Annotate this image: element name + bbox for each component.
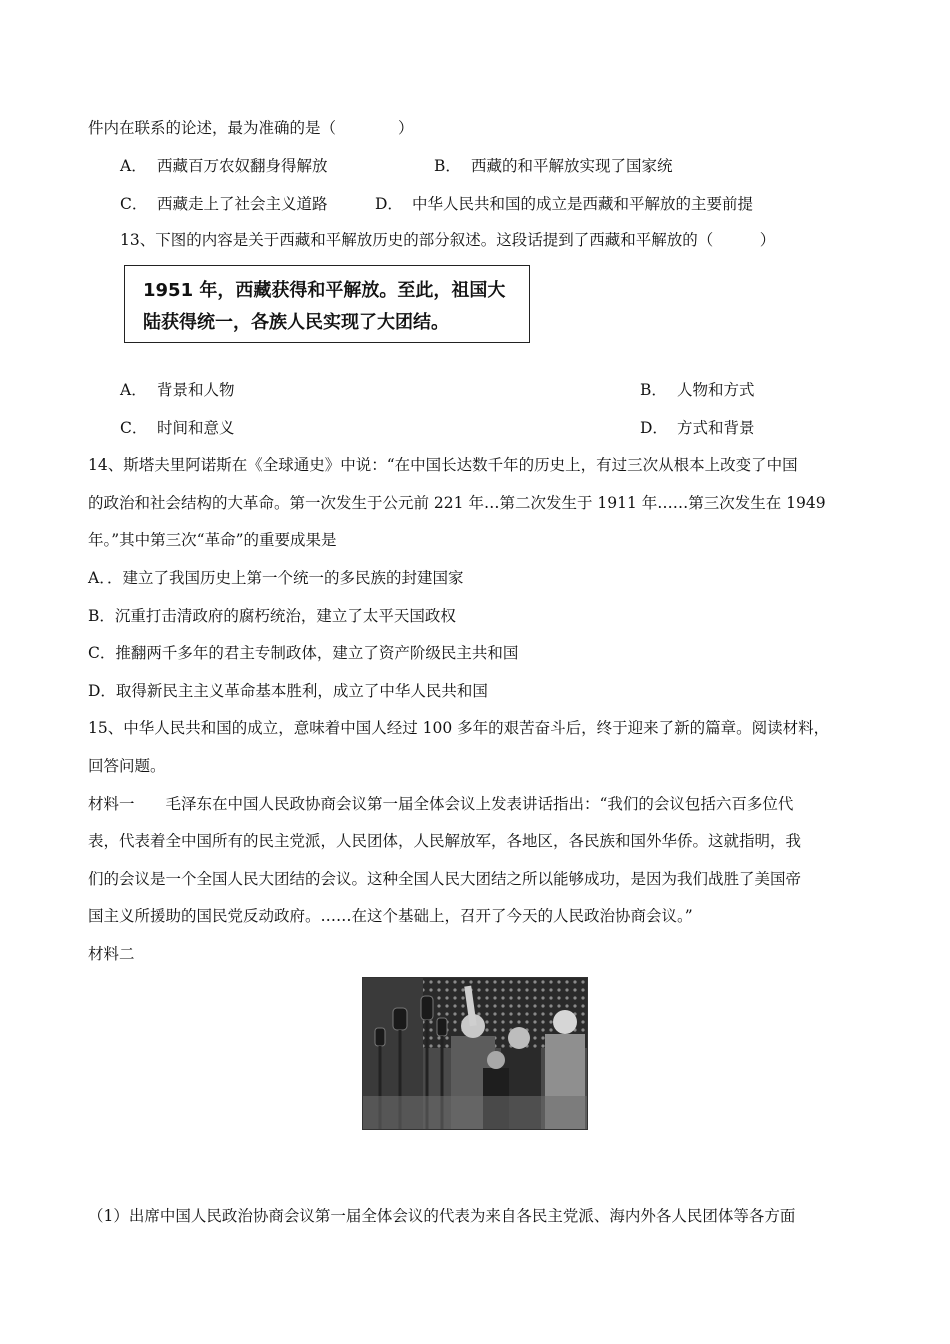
q14-stem-line-1: 14、斯塔夫里阿诺斯在《全球通史》中说：“在中国长达数千年的历史上，有过三次从根本上改变了中国 [88, 456, 798, 474]
q13-stem: 13、下图的内容是关于西藏和平解放历史的部分叙述。这段话提到了西藏和平解放的（ ） [120, 231, 776, 249]
q13-option-b-label: B． [640, 381, 667, 399]
q15-material-1-line-3: 们的会议是一个全国人民大团结的会议。这种全国人民大团结之所以能够成功，是因为我们战胜了美国帝 [88, 870, 802, 888]
q15-material-1-line-4: 国主义所援助的国民党反动政府。……在这个基础上，召开了今天的人民政治协商会议。” [88, 907, 693, 925]
q13-option-c-label: C． [120, 419, 148, 437]
q12-option-d-label: D． [375, 195, 403, 213]
q15-stem-line-2: 回答问题。 [88, 757, 166, 775]
q13-option-c-text: 时间和意义 [157, 419, 235, 437]
q14-option-c: C．推翻两千多年的君主专制政体，建立了资产阶级民主共和国 [88, 644, 519, 662]
q14-stem-line-2: 的政治和社会结构的大革命。第一次发生于公元前 221 年…第二次发生于 1911 年……第三次发生在 1949 [88, 494, 826, 512]
q13-option-d-label: D． [640, 419, 668, 437]
q15-subquestion-1: （1）出席中国人民政治协商会议第一届全体会议的代表为来自各民主党派、海内外各人民团体等各方面 [88, 1207, 796, 1225]
q13-option-a-label: A． [120, 381, 147, 399]
q13-quote-line-2: 陆获得统一，各族人民实现了大团结。 [143, 312, 449, 333]
q14-option-a: A．．建立了我国历史上第一个统一的多民族的封建国家 [88, 569, 464, 587]
founding-ceremony-photo [362, 977, 588, 1130]
q13-option-d-text: 方式和背景 [677, 419, 755, 437]
q15-material-1-line-1: 材料一 毛泽东在中国人民政协商会议第一届全体会议上发表讲话指出：“我们的会议包括六百多位代 [88, 795, 794, 813]
q12-stem-tail: 件内在联系的论述，最为准确的是（ ） [88, 119, 414, 137]
q15-material-2-label: 材料二 [88, 945, 135, 963]
q12-option-b-text: 西藏的和平解放实现了国家统 [471, 157, 673, 175]
founding-ceremony-photo-drawing [363, 978, 588, 1130]
q15-material-1-line-2: 表，代表着全中国所有的民主党派，人民团体，人民解放军，各地区，各民族和国外华侨。这就指明，我 [88, 832, 802, 850]
q14-option-d: D．取得新民主主义革命基本胜利，成立了中华人民共和国 [88, 682, 488, 700]
q13-option-a-text: 背景和人物 [157, 381, 235, 399]
q12-option-a-label: A． [120, 157, 147, 175]
q12-option-b-label: B． [434, 157, 461, 175]
q14-option-b: B．沉重打击清政府的腐朽统治，建立了太平天国政权 [88, 607, 456, 625]
q13-option-b-text: 人物和方式 [677, 381, 755, 399]
q12-option-c-label: C． [120, 195, 148, 213]
q12-option-d-text: 中华人民共和国的成立是西藏和平解放的主要前提 [412, 195, 754, 213]
q13-quote-box [124, 265, 530, 343]
q12-option-a-text: 西藏百万农奴翻身得解放 [157, 157, 328, 175]
q14-stem-line-3: 年。”其中第三次“革命”的重要成果是 [88, 531, 337, 549]
q13-quote-line-1: 1951 年，西藏获得和平解放。至此，祖国大 [143, 280, 506, 301]
q15-stem-line-1: 15、中华人民共和国的成立，意味着中国人经过 100 多年的艰苦奋斗后，终于迎来了新的篇章。阅读材料， [88, 719, 830, 737]
q12-option-c-text: 西藏走上了社会主义道路 [157, 195, 328, 213]
